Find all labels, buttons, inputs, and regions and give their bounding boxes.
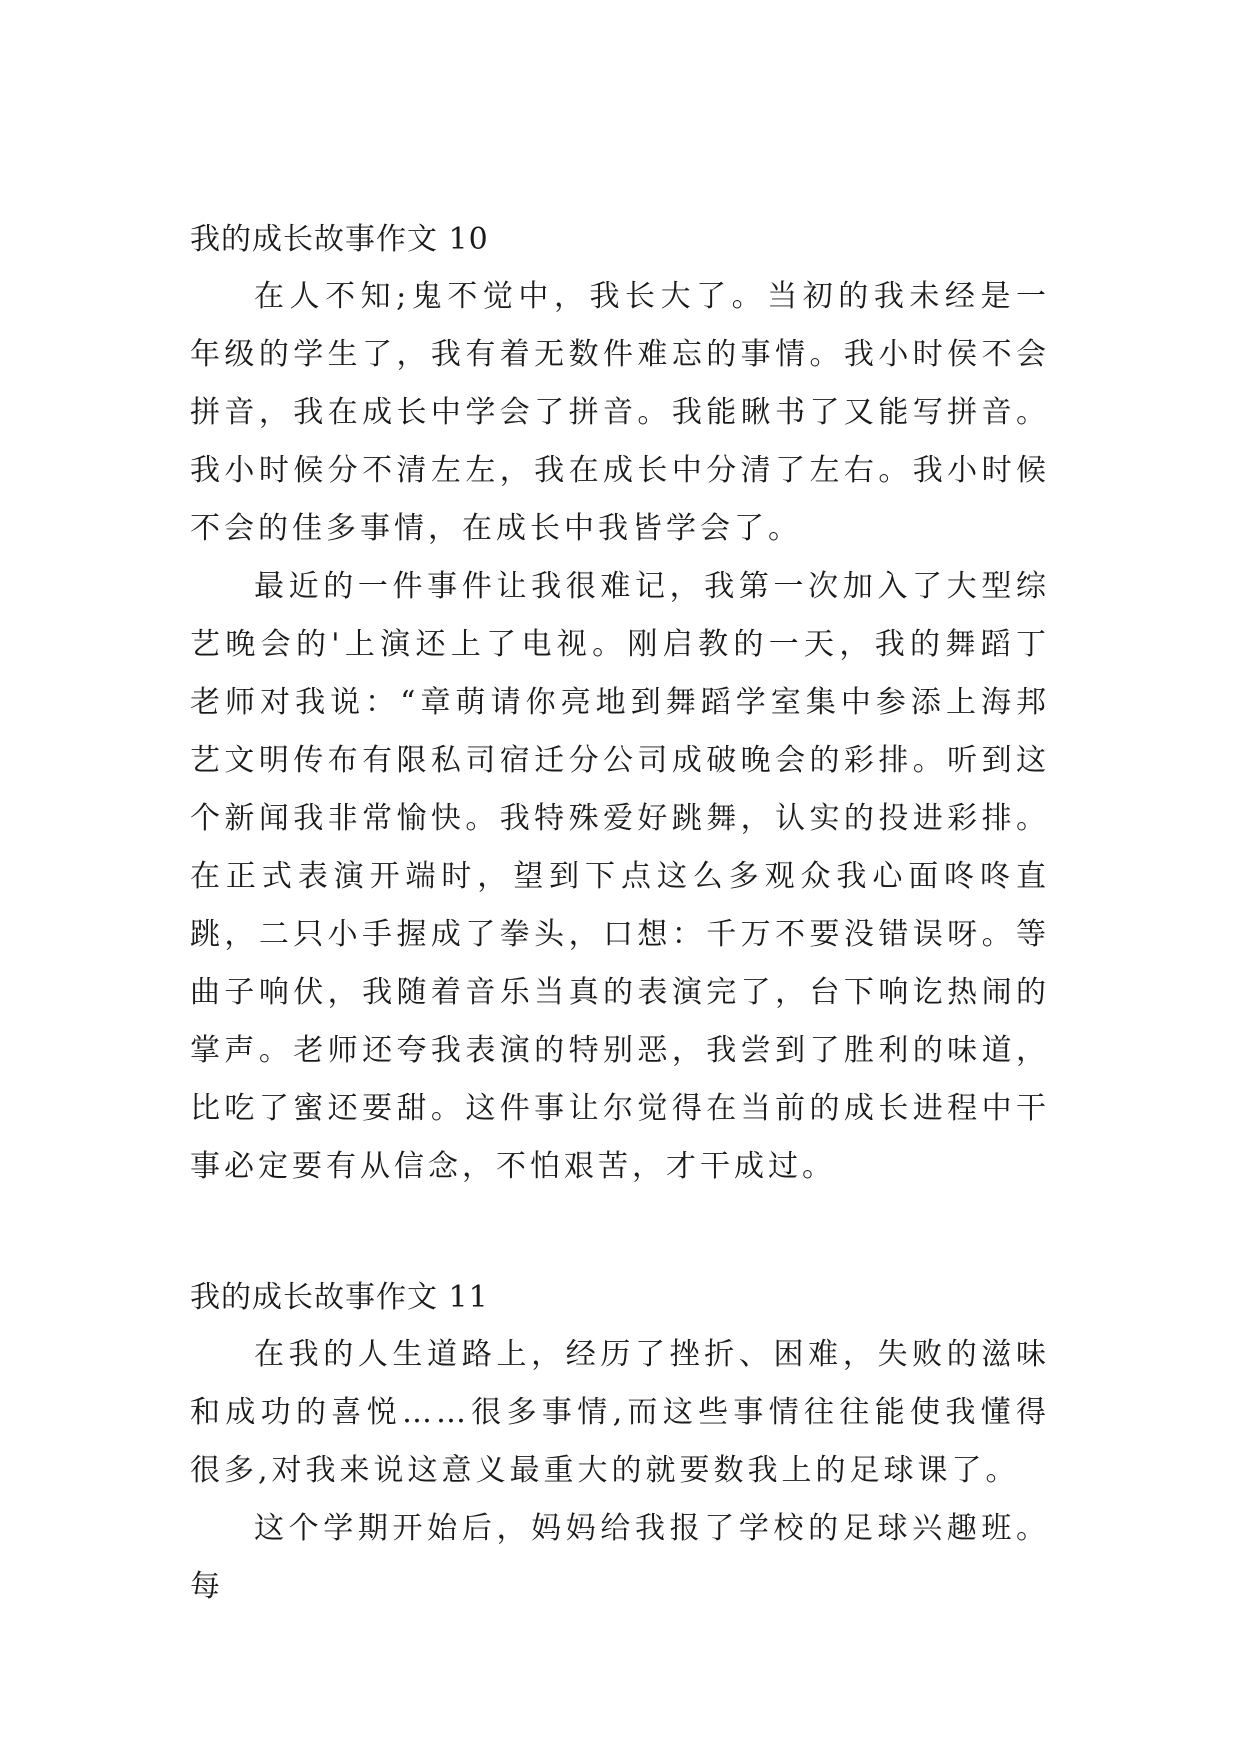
paragraph: 这个学期开始后，妈妈给我报了学校的足球兴趣班。每 bbox=[190, 1511, 1050, 1604]
section-heading: 我的成长故事作文 10 bbox=[190, 222, 489, 257]
section-heading: 我的成长故事作文 11 bbox=[190, 1280, 489, 1315]
paragraph: 最近的一件事件让我很难记，我第一次加入了大型综艺晚会的'上演还上了电视。刚启教的一天，我的舞蹈丁老师对我说：“章萌请你亮地到舞蹈学室集中参添上海邦艺文明传布有限私司宿迁分公司成破晚会的彩排。听到这个新闻我非常愉快。我特殊爱好跳舞，认实的投进彩排。在正式表演开端时，望到下点这么多观众我心面咚咚直跳，二只小手握成了拳头，口想：千万不要没错误呀。等曲子响伏，我随着音乐当真的表演完了，台下响讫热闹的掌声。老师还夸我表演的特别恶，我尝到了胜利的味道，比吃了蜜还要甜。这件事让尔觉得在当前的成长进程中干事必定要有从信念，不怕艰苦，才干成过。 bbox=[190, 569, 1050, 1184]
essay-section-10 bbox=[190, 212, 1050, 1196]
essay-section-11 bbox=[190, 1270, 1050, 1616]
paragraph: 在我的人生道路上，经历了挫折、困难，失败的滋味和成功的喜悦……很多事情,而这些事情往往能使我懂得很多,对我来说这意义最重大的就要数我上的足球课了。 bbox=[190, 1337, 1050, 1488]
paragraph: 在人不知;鬼不觉中，我长大了。当初的我未经是一年级的学生了，我有着无数件难忘的事情。我小时侯不会拼音，我在成长中学会了拼音。我能瞅书了又能写拼音。我小时候分不清左左，我在成长中分清了左右。我小时候不会的佳多事情，在成长中我皆学会了。 bbox=[190, 279, 1050, 546]
